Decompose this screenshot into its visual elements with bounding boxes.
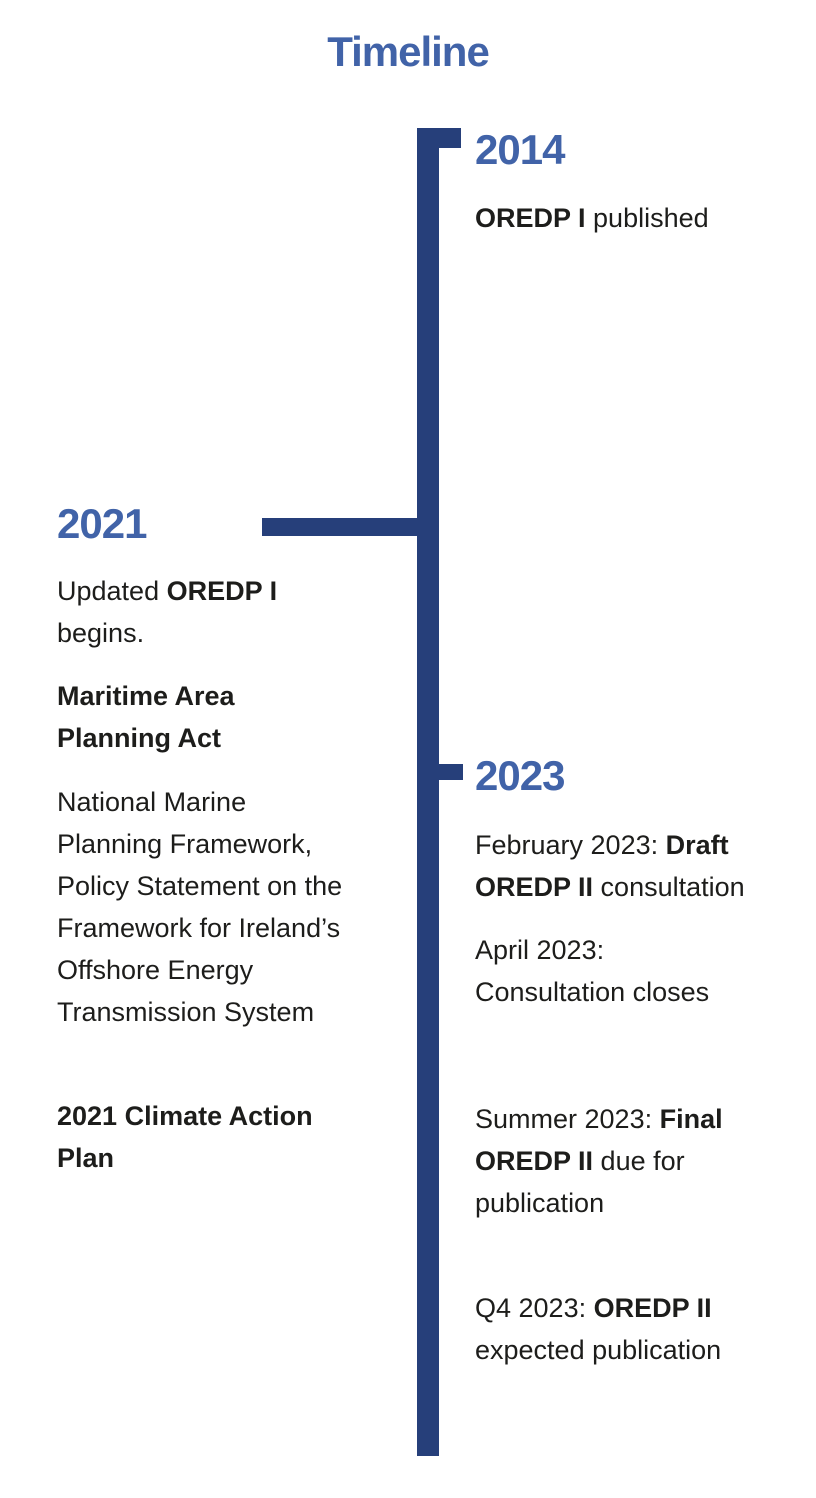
entry-bold: Final OREDP II bbox=[475, 1104, 723, 1176]
entry-2021-national-framework bbox=[57, 781, 357, 1033]
connector-2014 bbox=[417, 128, 461, 148]
entry-bold: OREDP II bbox=[593, 1293, 712, 1323]
year-2021: 2021 bbox=[57, 500, 147, 547]
entry-2021-updated-oredp bbox=[57, 570, 347, 654]
connector-2021 bbox=[262, 518, 439, 536]
entry-2021-climate-plan bbox=[57, 1095, 357, 1179]
entry-text-pre: Q4 2023: bbox=[475, 1293, 594, 1323]
entry-bold: 2021 Climate Action Plan bbox=[57, 1101, 313, 1173]
entry-2021-maritime-act bbox=[57, 675, 317, 759]
entry-bold: OREDP I bbox=[475, 203, 586, 233]
entry-text-pre: Updated bbox=[57, 576, 167, 606]
connector-2023 bbox=[439, 764, 463, 780]
entry-text: April 2023: Consultation closes bbox=[475, 935, 710, 1007]
page-title: Timeline bbox=[327, 28, 489, 75]
entry-2023-april bbox=[475, 929, 755, 1013]
entry-bold: Maritime Area Planning Act bbox=[57, 681, 235, 753]
entry-2023-summer bbox=[475, 1098, 775, 1224]
entry-bold: Draft OREDP II bbox=[475, 830, 729, 902]
entry-text: begins. bbox=[57, 618, 145, 648]
entry-text: expected publication bbox=[475, 1335, 722, 1365]
entry-text: published bbox=[585, 203, 709, 233]
entry-text: consultation bbox=[593, 872, 745, 902]
entry-text-pre: Summer 2023: bbox=[475, 1104, 660, 1134]
entry-bold: OREDP I bbox=[166, 576, 278, 606]
entry-2023-february bbox=[475, 824, 795, 908]
year-2023: 2023 bbox=[475, 752, 565, 799]
entry-text: due for publication bbox=[475, 1146, 685, 1218]
entry-2014-oredp-published bbox=[475, 197, 775, 239]
timeline-spine bbox=[417, 128, 439, 1456]
entry-text: National Marine Planning Framework, Policy Statement on the Framework for Ireland’s Offshore Energy Transmission System bbox=[57, 787, 343, 1027]
entry-text-pre: February 2023: bbox=[475, 830, 666, 860]
entry-2023-q4 bbox=[475, 1287, 765, 1371]
year-2014: 2014 bbox=[475, 126, 565, 173]
